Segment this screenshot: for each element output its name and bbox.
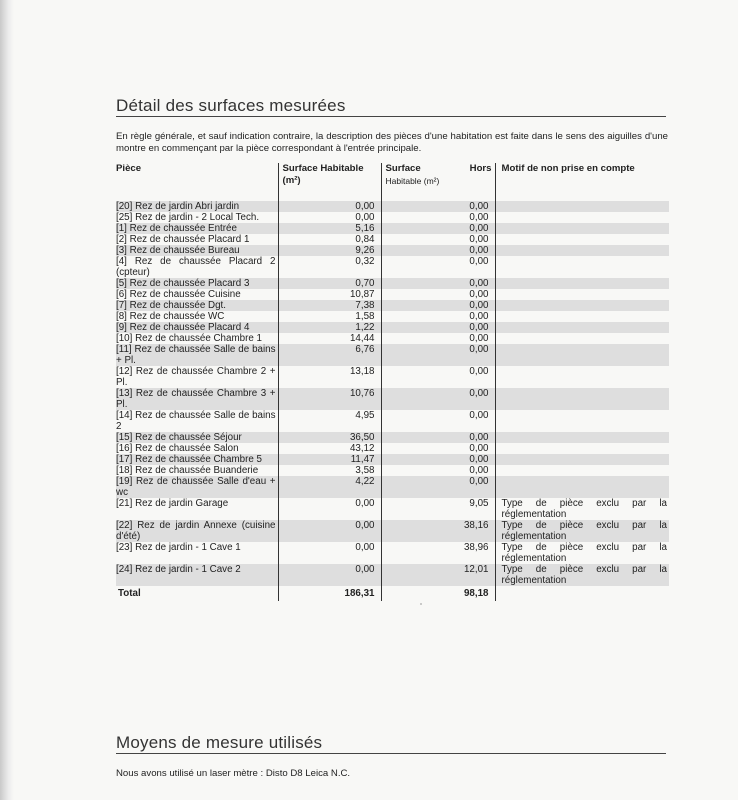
room-name: [4] Rez de chaussée Placard 2 (cpteur) (116, 256, 276, 278)
room-name: [14] Rez de chaussée Salle de bains 2 (116, 410, 276, 432)
room-name: [16] Rez de chaussée Salon (116, 443, 239, 454)
surface-hors-habitable-value: 0,00 (381, 278, 495, 289)
table-row (116, 311, 669, 322)
table-row (116, 498, 669, 520)
surface-habitable-value: 0,00 (278, 212, 381, 223)
motif-value (495, 289, 669, 300)
room-name: [11] Rez de chaussée Salle de bains + Pl. (116, 344, 278, 366)
section-rule-moyens (116, 753, 666, 754)
surface-hors-habitable-value: 0,00 (381, 223, 495, 234)
room-name: [24] Rez de jardin - 1 Cave 2 (116, 564, 278, 586)
room-name: [21] Rez de jardin Garage (116, 498, 229, 509)
surface-hors-habitable-value: 0,00 (381, 344, 495, 366)
table-row (116, 289, 669, 300)
surface-habitable-value: 6,76 (278, 344, 381, 366)
total-hors-habitable: 98,18 (381, 586, 495, 601)
surface-hors-habitable-value: 38,16 (381, 520, 495, 542)
room-name: [7] Rez de chaussée Dgt. (116, 300, 278, 311)
table-total-row (116, 586, 669, 601)
table-row (116, 410, 669, 432)
motif-value (495, 366, 669, 388)
surface-hors-habitable-value: 12,01 (381, 564, 495, 586)
table-row (116, 542, 669, 564)
surface-hors-habitable-value: 0,00 (381, 410, 495, 432)
room-name: [15] Rez de chaussée Séjour (116, 432, 278, 443)
surface-habitable-value: 43,12 (278, 443, 381, 454)
surfaces-table (116, 163, 669, 601)
motif-value (495, 300, 669, 311)
room-name: [22] Rez de jardin Annexe (cuisine d'été) (116, 520, 278, 542)
surface-hors-habitable-value: 0,00 (381, 201, 495, 212)
header-surface-hors-habitable: Surface Hors Habitable (m²) (381, 163, 495, 198)
motif-value (495, 443, 669, 454)
surface-hors-habitable-value: 0,00 (381, 311, 495, 322)
surface-habitable-value: 7,38 (278, 300, 381, 311)
motif-value (495, 212, 669, 223)
room-name: [8] Rez de chaussée WC (116, 311, 225, 322)
table-row (116, 256, 669, 278)
motif-value (495, 344, 669, 366)
surface-habitable-value: 9,26 (278, 245, 381, 256)
table-row (116, 333, 669, 344)
room-name: [17] Rez de chaussée Chambre 5 (116, 454, 278, 465)
table-row (116, 564, 669, 586)
surface-habitable-value: 3,58 (278, 465, 381, 476)
motif-value: Type de pièce exclu par la réglementation (495, 564, 669, 586)
surface-habitable-value: 0,00 (278, 201, 381, 212)
measurement-tool-text: Nous avons utilisé un laser mètre : Disto D8 Leica N.C. (116, 768, 351, 779)
table-row (116, 388, 669, 410)
motif-value (495, 333, 669, 344)
surface-habitable-value: 0,00 (278, 520, 381, 542)
surface-habitable-value: 0,00 (278, 498, 381, 520)
surface-hors-habitable-value: 38,96 (381, 542, 495, 564)
motif-value (495, 245, 669, 256)
room-name: [23] Rez de jardin - 1 Cave 1 (116, 542, 241, 553)
table-row (116, 443, 669, 454)
surface-hors-habitable-value: 0,00 (381, 443, 495, 454)
table-row (116, 245, 669, 256)
room-name: [3] Rez de chaussée Bureau (116, 245, 278, 256)
motif-value: Type de pièce exclu par la réglementation (495, 498, 669, 520)
room-name: [12] Rez de chaussée Chambre 2 + Pl. (116, 366, 276, 388)
motif-value (495, 234, 669, 245)
room-name: [5] Rez de chaussée Placard 3 (116, 278, 278, 289)
surface-hors-habitable-value: 0,00 (381, 388, 495, 410)
surface-habitable-value: 1,22 (278, 322, 381, 333)
motif-value (495, 454, 669, 465)
motif-value (495, 388, 669, 410)
surface-habitable-value: 4,95 (278, 410, 381, 432)
header-surface-habitable: Surface Habitable (m²) (278, 163, 381, 198)
surface-habitable-value: 0,84 (278, 234, 381, 245)
motif-value (495, 465, 669, 476)
motif-value (495, 432, 669, 443)
motif-value (495, 410, 669, 432)
surface-habitable-value: 5,16 (278, 223, 381, 234)
total-motif-empty (495, 586, 669, 601)
surface-habitable-value: 0,00 (278, 564, 381, 586)
room-name: [10] Rez de chaussée Chambre 1 (116, 333, 262, 344)
surface-habitable-value: 0,70 (278, 278, 381, 289)
surface-habitable-value: 10,87 (278, 289, 381, 300)
table-row (116, 223, 669, 234)
table-row (116, 454, 669, 465)
table-row (116, 278, 669, 289)
room-name: [2] Rez de chaussée Placard 1 (116, 234, 250, 245)
intro-paragraph: En règle générale, et sauf indication contraire, la description des pièces d'une habitation est faite dans le sens des aiguilles d'une montre en commençant par la pièce correspondant à l'entrée principale. (116, 131, 668, 154)
table-header-row (116, 163, 669, 198)
surface-habitable-value: 14,44 (278, 333, 381, 344)
section-title-moyens: Moyens de mesure utilisés (116, 733, 323, 752)
surface-habitable-value: 0,32 (278, 256, 381, 278)
motif-value (495, 311, 669, 322)
page-edge-shadow (0, 0, 14, 800)
surface-habitable-value: 36,50 (278, 432, 381, 443)
room-name: [19] Rez de chaussée Salle d'eau + wc (116, 476, 278, 498)
table-row (116, 344, 669, 366)
surface-hors-habitable-value: 0,00 (381, 322, 495, 333)
room-name: [1] Rez de chaussée Entrée (116, 223, 278, 234)
paper-speck (420, 603, 422, 605)
section-rule-surfaces (116, 116, 666, 117)
motif-value: Type de pièce exclu par la réglementation (495, 542, 669, 564)
surface-hors-habitable-value: 0,00 (381, 212, 495, 223)
table-row (116, 201, 669, 212)
surface-hors-habitable-value: 0,00 (381, 289, 495, 300)
surface-hors-habitable-value: 0,00 (381, 300, 495, 311)
surface-habitable-value: 1,58 (278, 311, 381, 322)
header-piece: Pièce (116, 163, 142, 174)
surface-habitable-value: 11,47 (278, 454, 381, 465)
room-name: [9] Rez de chaussée Placard 4 (116, 322, 278, 333)
surface-hors-habitable-value: 0,00 (381, 465, 495, 476)
surface-hors-habitable-value: 0,00 (381, 432, 495, 443)
room-name: [20] Rez de jardin Abri jardin (116, 201, 278, 212)
total-label: Total (118, 588, 141, 599)
surface-hors-habitable-value: 0,00 (381, 234, 495, 245)
room-name: [18] Rez de chaussée Buanderie (116, 465, 259, 476)
motif-value (495, 223, 669, 234)
motif-value (495, 278, 669, 289)
table-row (116, 465, 669, 476)
table-row (116, 476, 669, 498)
table-row (116, 520, 669, 542)
motif-value (495, 322, 669, 333)
motif-value (495, 201, 669, 212)
motif-value: Type de pièce exclu par la réglementation (495, 520, 669, 542)
room-name: [6] Rez de chaussée Cuisine (116, 289, 241, 300)
surface-hors-habitable-value: 0,00 (381, 366, 495, 388)
table-row (116, 366, 669, 388)
header-motif: Motif de non prise en compte (495, 163, 669, 198)
surface-hors-habitable-value: 0,00 (381, 256, 495, 278)
section-title-surfaces: Détail des surfaces mesurées (116, 96, 346, 115)
surface-habitable-value: 10,76 (278, 388, 381, 410)
table-row (116, 300, 669, 311)
total-habitable: 186,31 (278, 586, 381, 601)
motif-value (495, 256, 669, 278)
table-row (116, 234, 669, 245)
surface-hors-habitable-value: 9,05 (381, 498, 495, 520)
room-name: [25] Rez de jardin - 2 Local Tech. (116, 212, 260, 223)
surface-habitable-value: 0,00 (278, 542, 381, 564)
table-row (116, 432, 669, 443)
motif-value (495, 476, 669, 498)
surface-hors-habitable-value: 0,00 (381, 454, 495, 465)
surface-hors-habitable-value: 0,00 (381, 245, 495, 256)
surface-hors-habitable-value: 0,00 (381, 476, 495, 498)
surface-habitable-value: 4,22 (278, 476, 381, 498)
table-row (116, 322, 669, 333)
table-row (116, 212, 669, 223)
room-name: [13] Rez de chaussée Chambre 3 + Pl. (116, 388, 278, 410)
surface-habitable-value: 13,18 (278, 366, 381, 388)
surface-hors-habitable-value: 0,00 (381, 333, 495, 344)
